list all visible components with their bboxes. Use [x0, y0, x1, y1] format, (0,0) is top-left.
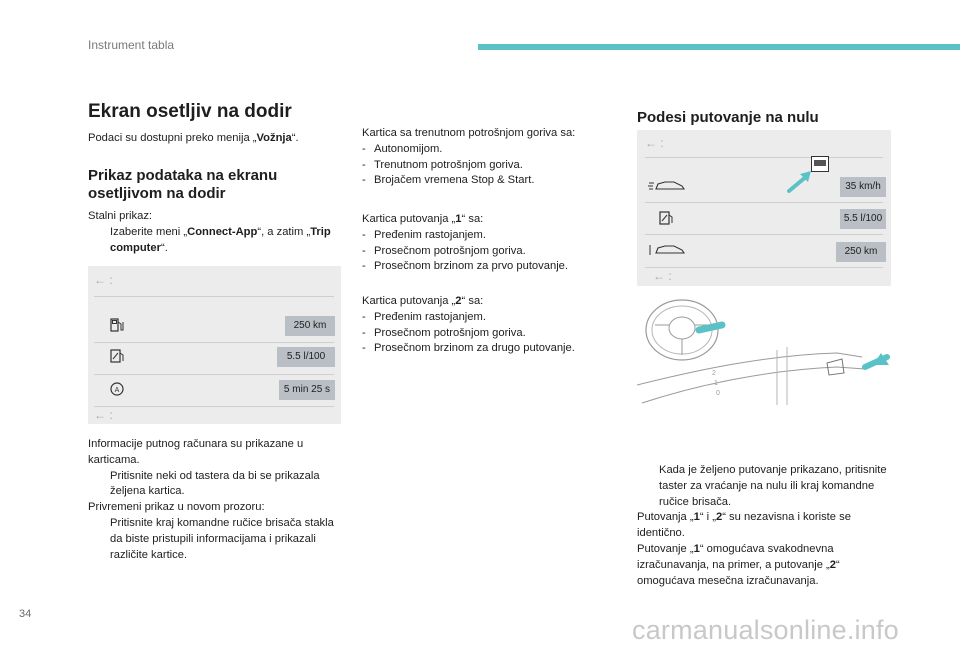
average-speed-value: 35 km/h: [840, 177, 886, 197]
trip-2-card-text: Kartica putovanja „2“ sa: - Pređenim rastojanjem. - Prosečnom potrošnjom goriva. - Prosečnom brzinom za drugo putovanje.: [362, 295, 575, 355]
back-arrow-icon: ← :: [645, 136, 664, 150]
page-number: 34: [19, 608, 32, 620]
svg-text:1: 1: [714, 380, 718, 387]
fuel-pump-icon: [108, 316, 126, 334]
consumption-card-text: Kartica sa trenutnom potrošnjom goriva sa: - Autonomijom. - Trenutnom potrošnjom goriva. - Brojačem vremena Stop & Start.: [362, 127, 576, 187]
intro-text: Podaci su dostupni preko menija „Vožnja“.: [88, 132, 299, 144]
page-title: Ekran osetljiv na dodir: [88, 101, 292, 122]
distance-value: 250 km: [836, 242, 886, 262]
back-arrow-icon: ← :: [94, 408, 113, 422]
trip-info-text: Informacije putnog računara su prikazane u karticama. Pritisnite neki od tastera da bi se prikazala željena kartica. Privremeni prikaz u novom prozoru: Pritisnite kraj komandne ručice brisača stakla da biste pristupili informacijama i prikazali različite kartice.: [88, 438, 334, 561]
section-title: Instrument tabla: [88, 38, 175, 52]
svg-text:0: 0: [716, 390, 720, 397]
trip-computer-screen: [88, 266, 341, 424]
consumption-value: 5.5 l/100: [840, 209, 886, 229]
trip-1-card-text: Kartica putovanja „1“ sa: - Pređenim rastojanjem. - Prosečnom potrošnjom goriva. - Prosečnom brzinom za prvo putovanje.: [362, 213, 569, 273]
svg-text:A: A: [114, 387, 120, 394]
stop-start-icon: [108, 380, 126, 398]
watermark: carmanualsonline.info: [632, 615, 899, 645]
wiper-stalk-illustration: [637, 295, 891, 420]
reset-trip-title: Podesi putovanje na nulu: [637, 109, 819, 126]
header-accent-bar: [478, 44, 960, 50]
consumption-value: 5.5 l/100: [277, 347, 335, 367]
autonomy-value: 250 km: [285, 316, 335, 336]
stop-start-timer-value: 5 min 25 s: [279, 380, 335, 400]
fuel-consumption-icon: [108, 347, 126, 365]
permanent-display-text: Stalni prikaz: Izaberite meni „Connect-App“, a zatim „Trip computer“.: [88, 210, 331, 254]
reset-instructions-text: Kada je željeno putovanje prikazano, pritisnite taster za vraćanje na nulu ili kraj komandne ručice brisača. Putovanja „1“ i „2“ su nezavisna i koriste se identično. Putovanje „1“ omogućava svakodnevna izračunavanja, na primer, a putovanje „2“ omogućava mesečna izračunavanja.: [637, 464, 887, 587]
section-subtitle: Prikaz podataka na ekranu osetljivom na dodir: [88, 167, 278, 202]
svg-text:2: 2: [712, 370, 716, 377]
pointer-arrow-icon: [787, 168, 819, 194]
fuel-consumption-icon: [657, 209, 675, 227]
back-arrow-icon: ← :: [653, 269, 672, 283]
average-speed-car-icon: [647, 179, 687, 193]
back-arrow-icon: ← :: [94, 273, 113, 287]
distance-car-icon: [649, 243, 687, 257]
trip-reset-screen: [637, 130, 891, 286]
